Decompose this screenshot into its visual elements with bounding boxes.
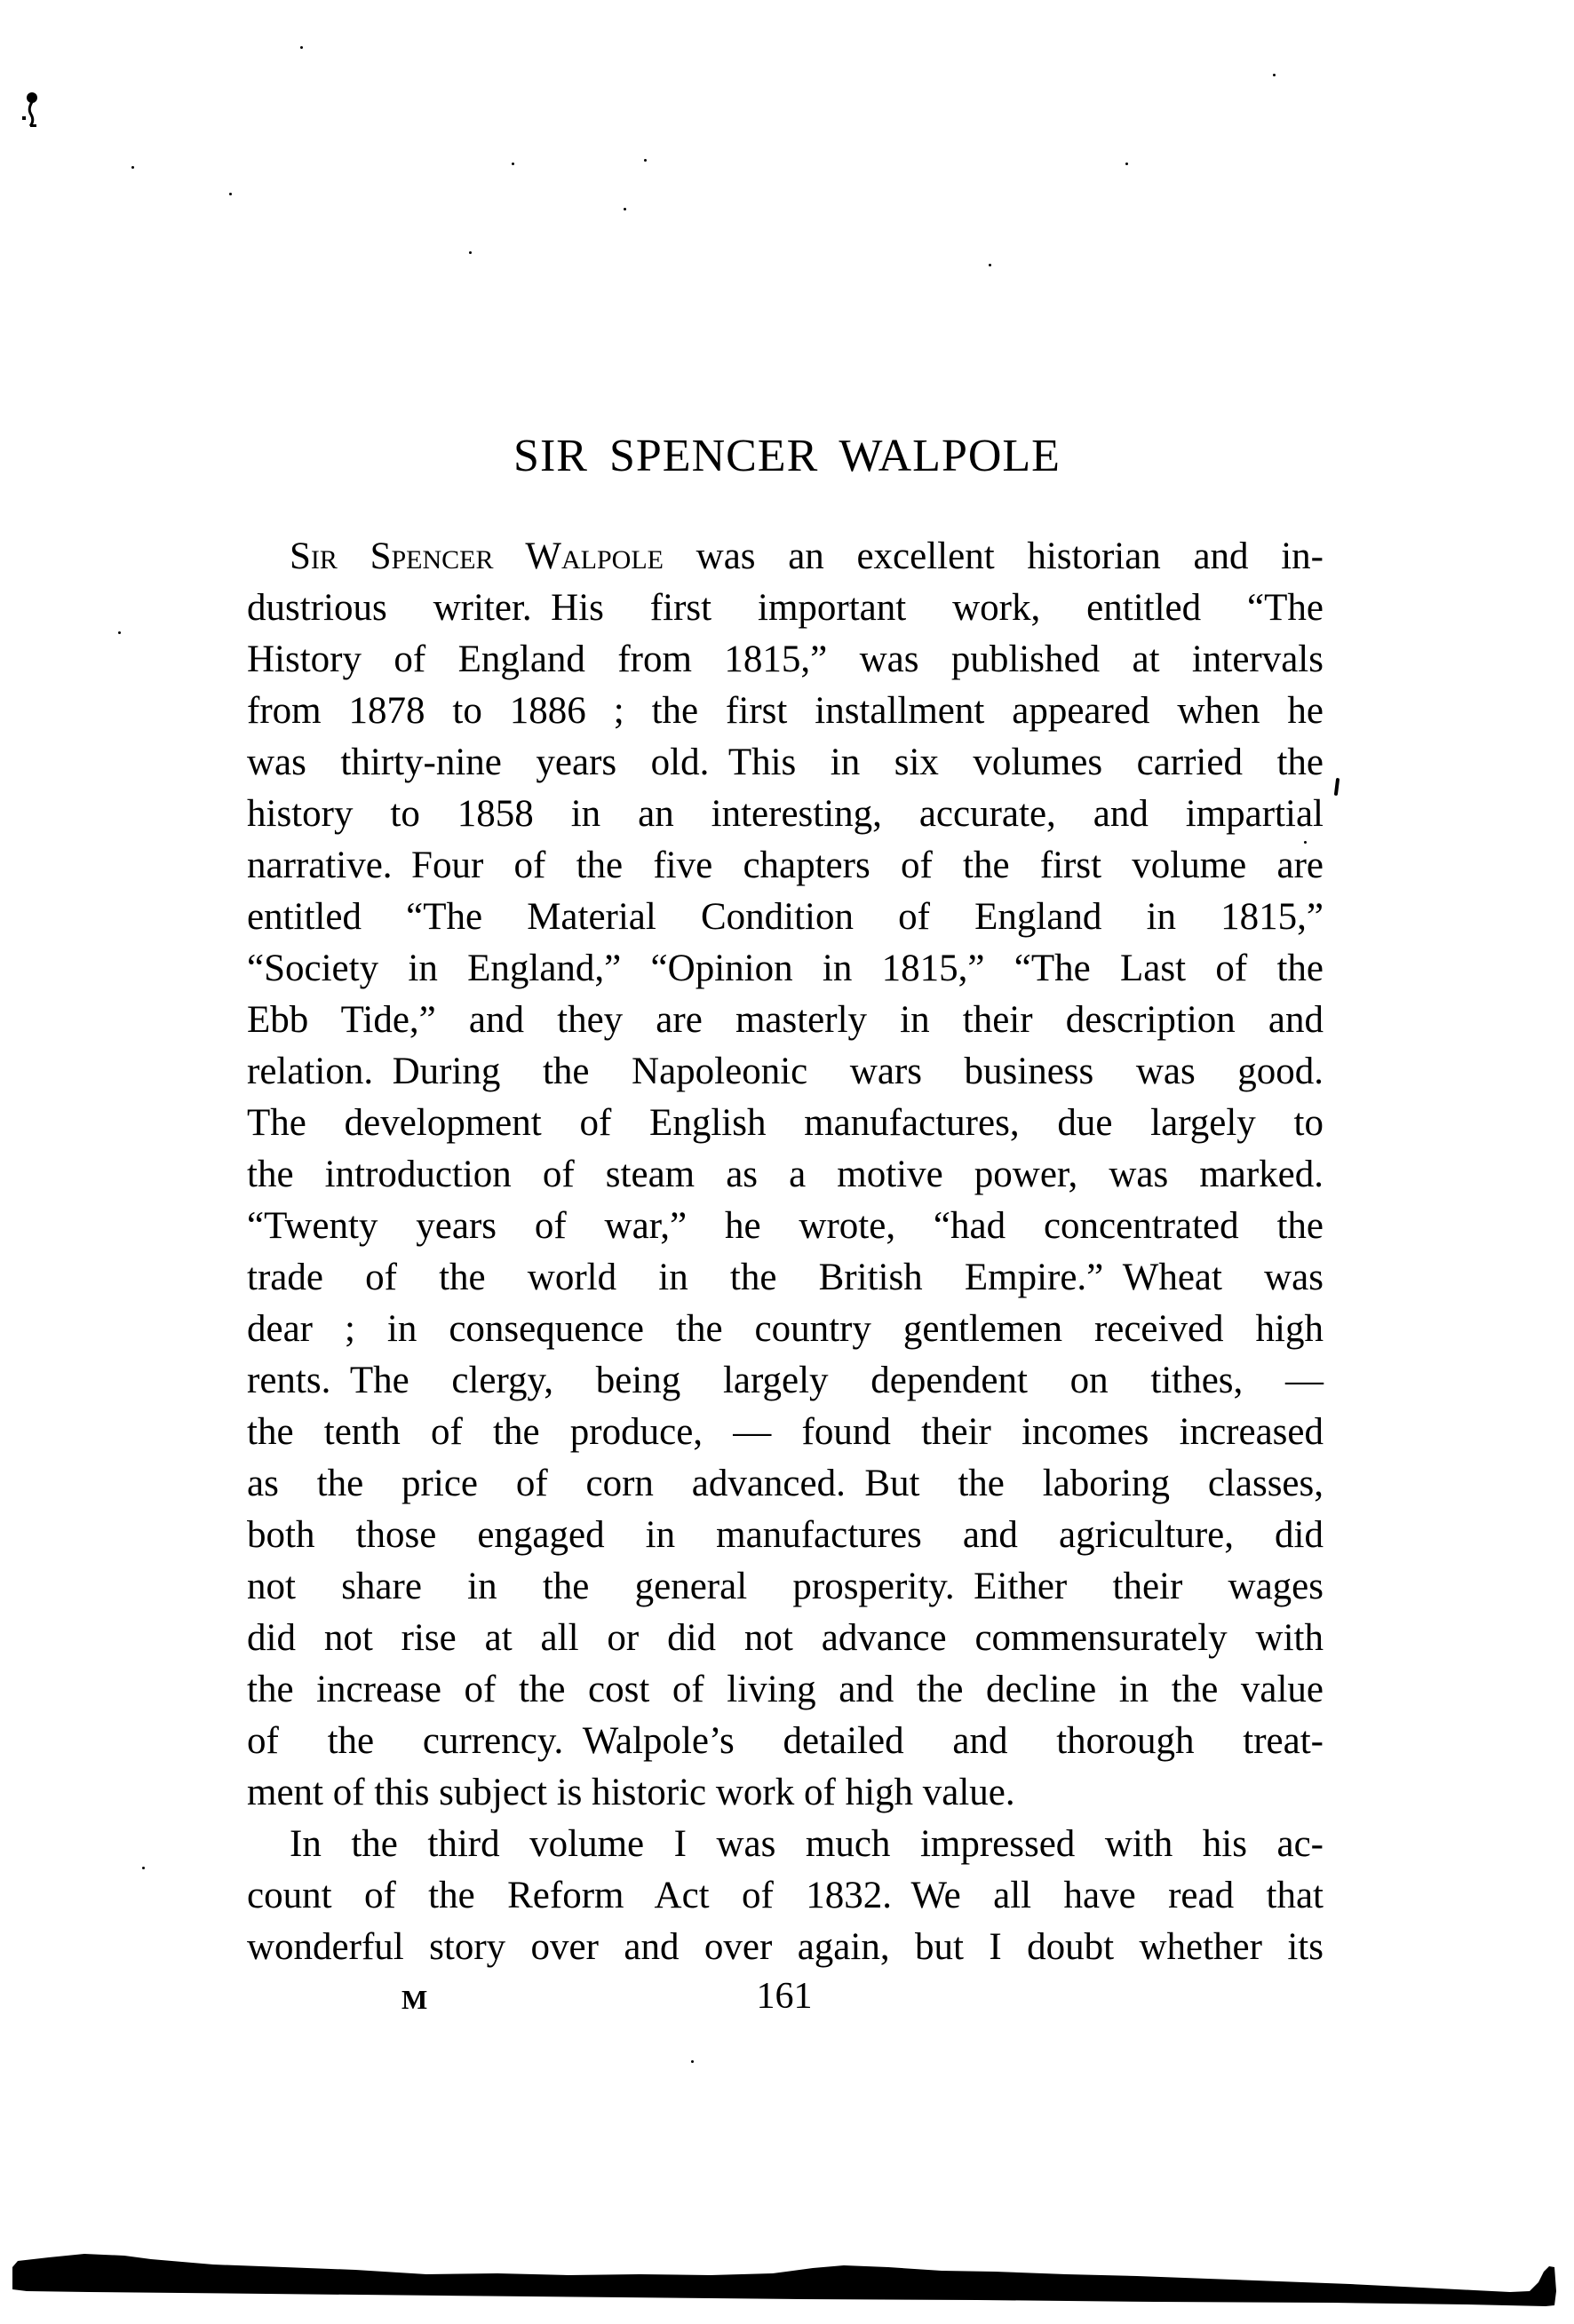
text-line: “Society in England,” “Opinion in 1815,” “The Last of the (247, 948, 1324, 989)
text-line: of the currency. Walpole’s detailed and thorough treat- (247, 1720, 1324, 1762)
text-line: from 1878 to 1886 ; the first installment appeared when he (247, 690, 1324, 732)
scan-speck (118, 631, 121, 634)
scan-speck (300, 46, 303, 49)
scan-speck (644, 159, 647, 162)
scan-tick-mark (1334, 778, 1339, 796)
text-line: not share in the general prosperity. Either their wages (247, 1566, 1324, 1607)
text-line: entitled “The Material Condition of England in 1815,” (247, 896, 1324, 938)
text-line: history to 1858 in an interesting, accurate, and impartial (247, 793, 1324, 835)
scan-speck (1304, 841, 1307, 844)
scan-speck (512, 163, 514, 165)
text-line: the increase of the cost of living and the decline in the value (247, 1669, 1324, 1710)
text-line: ment of this subject is historic work of high value. (247, 1772, 1015, 1813)
scan-speck (469, 251, 472, 254)
text-line: the tenth of the produce, — found their incomes increased (247, 1411, 1324, 1453)
page-number: 161 (756, 1976, 813, 2017)
signature-mark: M (401, 1984, 429, 2015)
text-line: narrative. Four of the five chapters of the first volume are (247, 845, 1324, 886)
text-line: “Twenty years of war,” he wrote, “had concentrated the (247, 1205, 1324, 1247)
text-line: count of the Reform Act of 1832. We all have read that (247, 1875, 1324, 1916)
text-line: History of England from 1815,” was published at intervals (247, 639, 1324, 680)
scan-speck (1125, 163, 1128, 165)
text-line: rents. The clergy, being largely dependent on tithes, — (247, 1360, 1324, 1401)
scan-speck (131, 166, 134, 169)
scan-speck (229, 193, 232, 195)
scan-artifact-band (0, 2247, 1574, 2324)
text-line: both those engaged in manufactures and agriculture, did (247, 1514, 1324, 1556)
scan-speck (624, 208, 626, 210)
text-line: the introduction of steam as a motive power, was marked. (247, 1154, 1324, 1195)
scan-speck (691, 2060, 694, 2063)
page-title: SIR SPENCER WALPOLE (513, 431, 1061, 481)
text-line: Ebb Tide,” and they are masterly in their description and (247, 999, 1324, 1041)
text-line: In the third volume I was much impressed with his ac- (290, 1823, 1324, 1865)
small-caps-name: Sir Spencer Walpole (290, 535, 664, 577)
ink-squiggle-mark (21, 91, 44, 130)
text-line: Sir Spencer Walpole was an excellent historian and in- (290, 535, 1324, 577)
text-line: relation. During the Napoleonic wars business was good. (247, 1051, 1324, 1092)
text-line: dear ; in consequence the country gentlemen received high (247, 1308, 1324, 1350)
scan-speck (1273, 74, 1276, 76)
text-line: The development of English manufactures, due largely to (247, 1102, 1324, 1144)
scan-speck (989, 264, 991, 266)
text-line: trade of the world in the British Empire.” Wheat was (247, 1257, 1324, 1298)
body-text (247, 531, 1324, 1973)
text-line: did not rise at all or did not advance commensurately with (247, 1617, 1324, 1659)
text-line: wonderful story over and over again, but I doubt whether its (247, 1926, 1324, 1968)
text-line: as the price of corn advanced. But the laboring classes, (247, 1463, 1324, 1504)
text-line: was thirty-nine years old. This in six volumes carried the (247, 742, 1324, 783)
scan-speck (142, 1867, 145, 1869)
text-line: dustrious writer. His first important work, entitled “The (247, 587, 1324, 629)
